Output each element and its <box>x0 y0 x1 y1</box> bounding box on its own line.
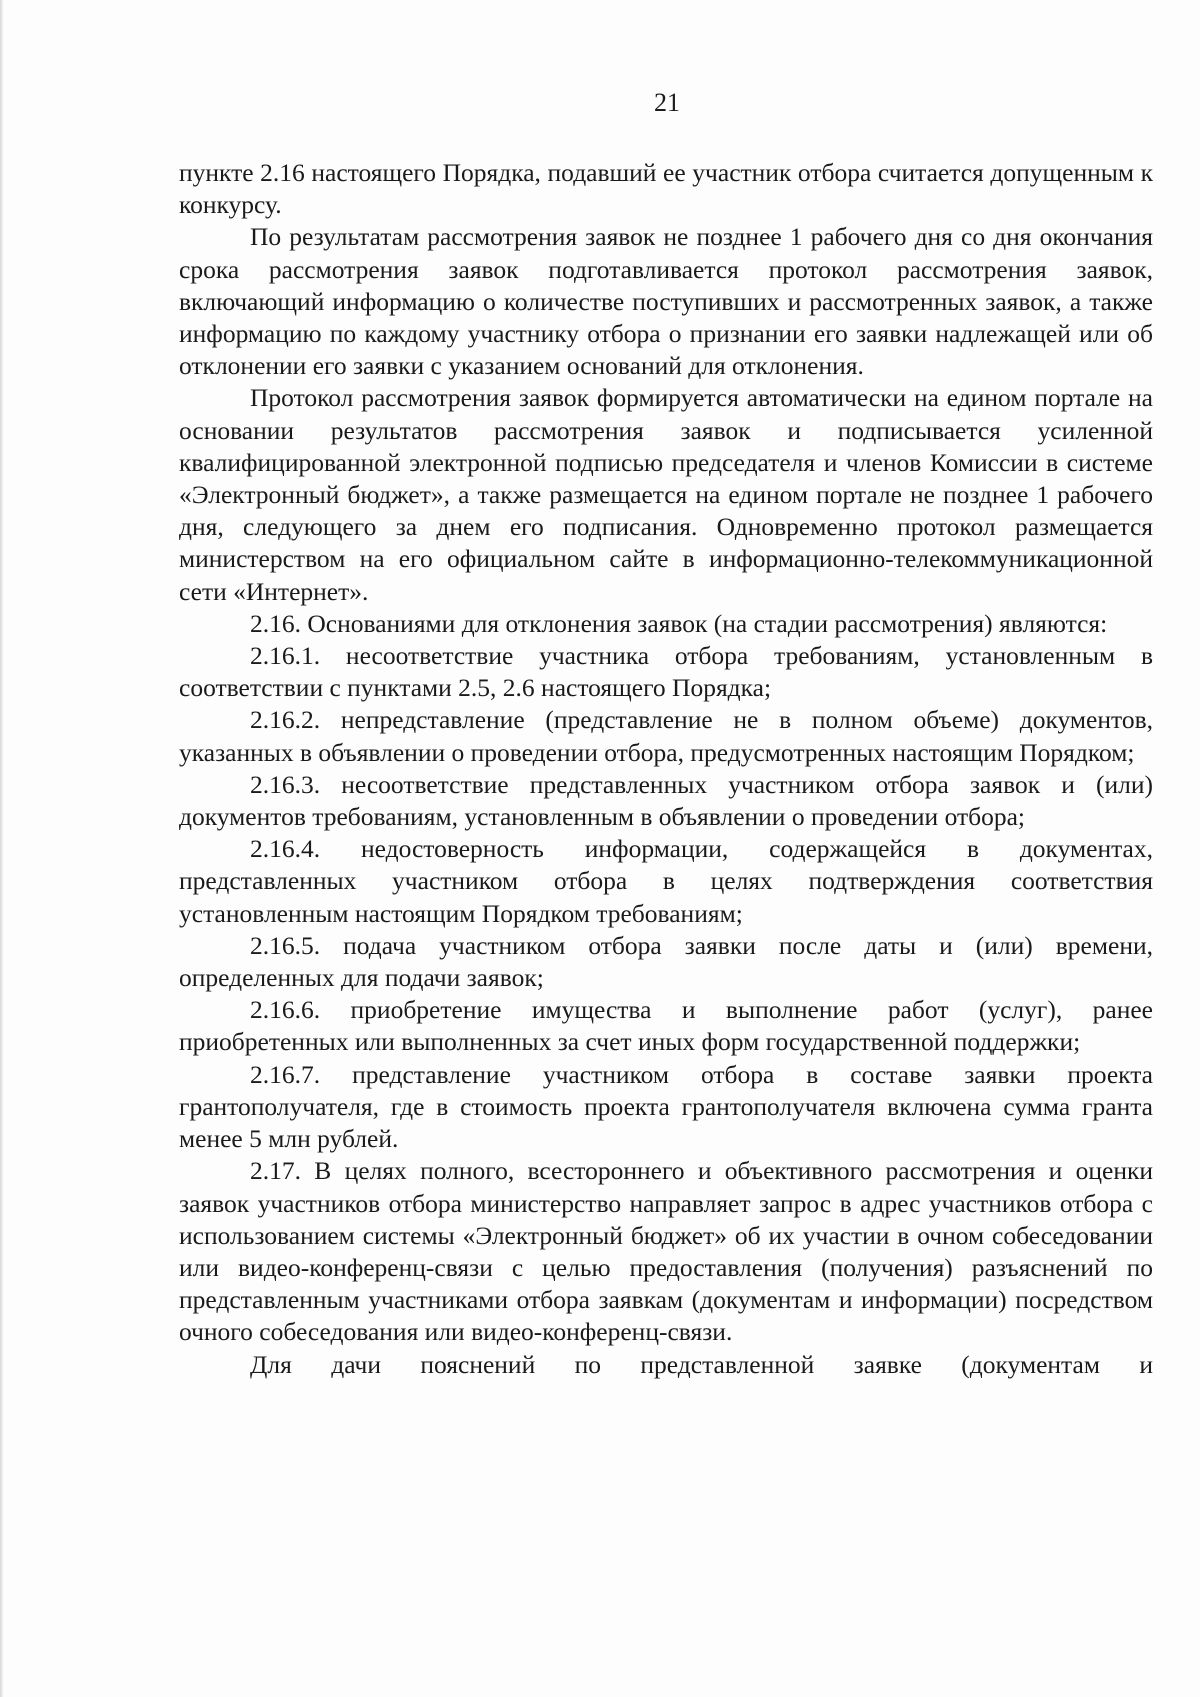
clause-2-17: 2.17. В целях полного, всестороннего и объективного рассмотрения и оценки заявок участников отбора министерство направляет запрос в адрес участников отбора с использованием системы «Электронный бюджет» об их участии в очном собеседовании или видео-конференц-связи с целью предоставления (получения) разъяснений по представленным участниками отбора заявкам (документам и информации) посредством очного собеседования или видео-конференц-связи. <box>179 1156 1153 1347</box>
clause-2-16-7: 2.16.7. представление участником отбора в составе заявки проекта грантополучателя, где в стоимость проекта грантополучателя включена сумма гранта менее 5 млн рублей. <box>179 1059 1153 1154</box>
clause-2-16-4: 2.16.4. недостоверность информации, содержащейся в документах, представленных участником отбора в целях подтверждения соответствия установленным настоящим Порядком требованиям; <box>179 834 1153 928</box>
clause-2-16-5: 2.16.5. подача участником отбора заявки после даты и (или) времени, определенных для подачи заявок; <box>179 930 1153 993</box>
clause-2-16: 2.16. Основаниями для отклонения заявок (на стадии рассмотрения) являются: <box>250 608 1108 638</box>
paragraph-explanations: Для дачи пояснений по представленной заявке (документам и <box>250 1349 1153 1379</box>
clause-2-16-6: 2.16.6. приобретение имущества и выполнение работ (услуг), ранее приобретенных или выполненных за счет иных форм государственной поддержки; <box>179 995 1153 1057</box>
clause-2-16-3: 2.16.3. несоответствие представленных участником отбора заявок и (или) документов требованиям, установленным в объявлении о проведении отбора; <box>179 769 1153 832</box>
clause-2-16-2: 2.16.2. непредставление (представление не в полном объеме) документов, указанных в объявлении о проведении отбора, предусмотренных настоящим Порядком; <box>179 705 1153 767</box>
paragraph-protocol-preparation: По результатам рассмотрения заявок не позднее 1 рабочего дня со дня окончания срока рассмотрения заявок подготавливается протокол рассмотрения заявок, включающий информацию о количестве поступивших и рассмотренных заявок, а также информацию по каждому участнику отбора о признании его заявки надлежащей или об отклонении его заявки с указанием оснований для отклонения. <box>179 222 1153 381</box>
clause-2-16-1: 2.16.1. несоответствие участника отбора требованиям, установленным в соответствии с пунктами 2.5, 2.6 настоящего Порядка; <box>179 641 1153 703</box>
paragraph-continuation: пункте 2.16 настоящего Порядка, подавший ее участник отбора считается допущенным к конкурсу. <box>179 158 1153 220</box>
paragraph-protocol-formation: Протокол рассмотрения заявок формируется автоматически на едином портале на основании результатов рассмотрения заявок и подписывается усиленной квалифицированной электронной подписью председателя и членов Комиссии в системе «Электронный бюджет», а также размещается на едином портале не позднее 1 рабочего дня, следующего за днем его подписания. Одновременно протокол размещается министерством на его официальном сайте в информационно-телекоммуникационной сети «Интернет». <box>179 383 1153 606</box>
scan-edge <box>0 0 3 1697</box>
document-body <box>179 157 1153 1381</box>
page-number: 21 <box>654 88 680 117</box>
